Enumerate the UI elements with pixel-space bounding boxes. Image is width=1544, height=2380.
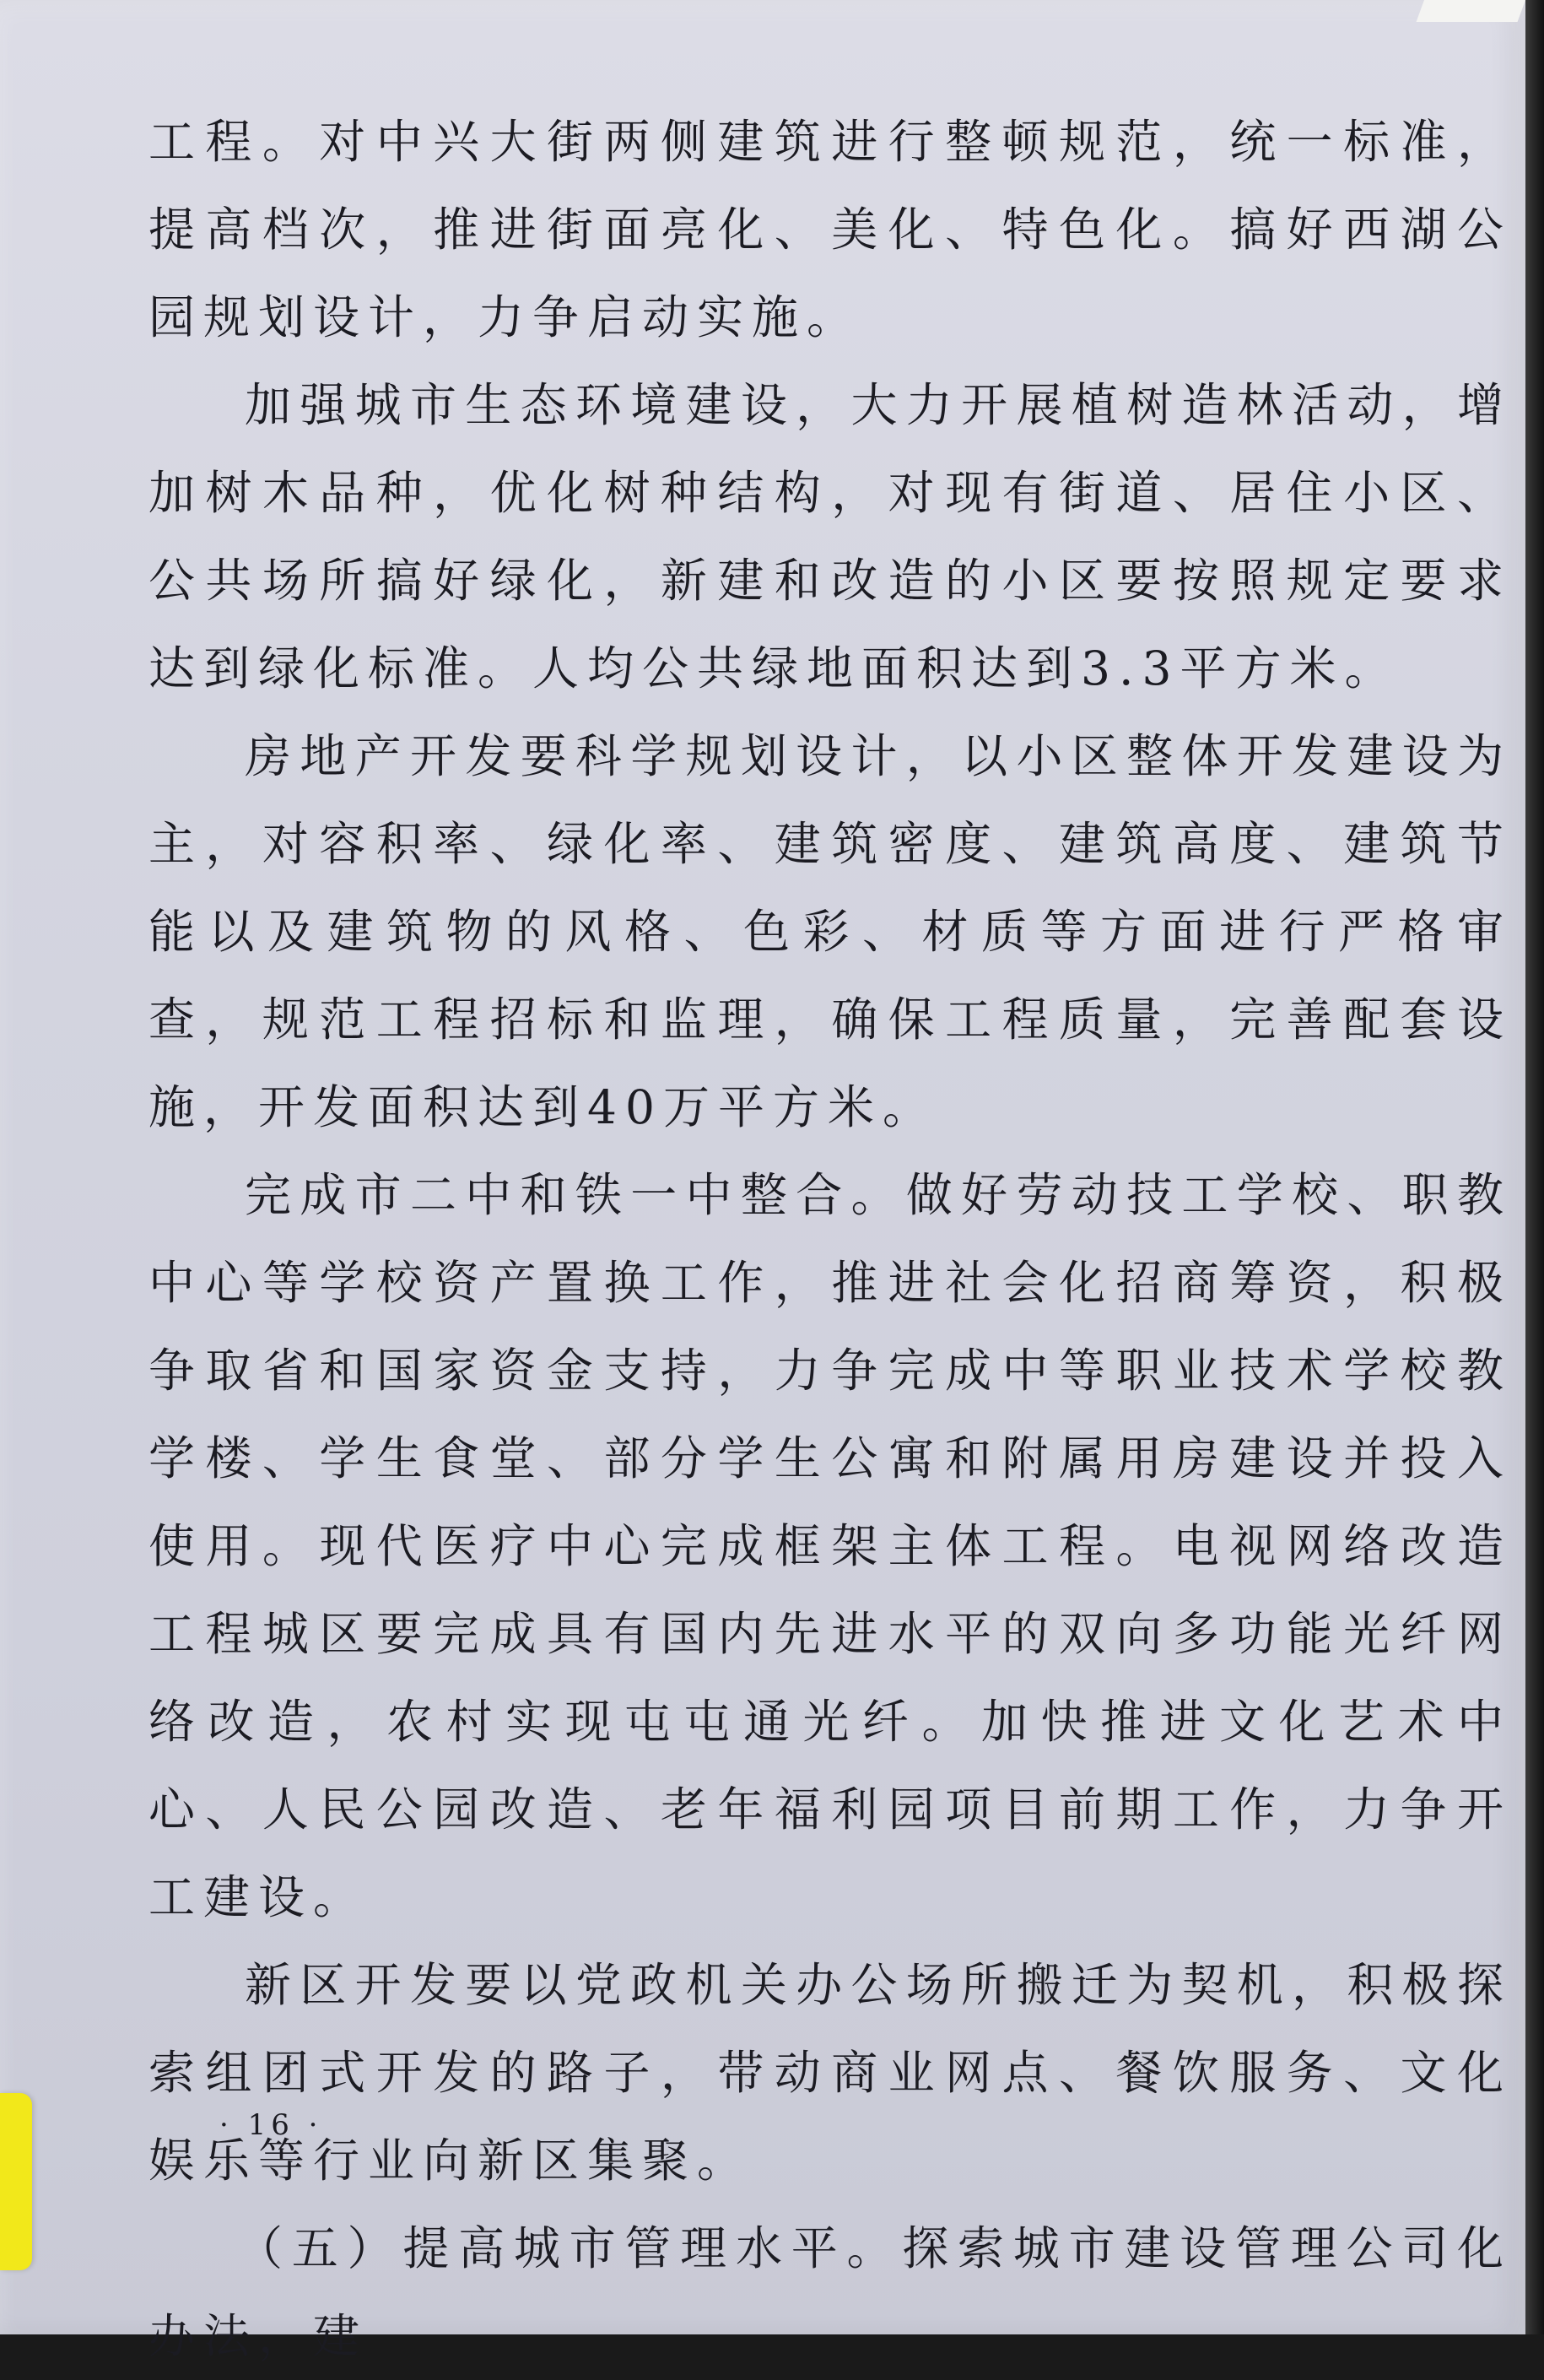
page-edge-shadow — [1525, 0, 1544, 2334]
paragraph-5: 新区开发要以党政机关办公场所搬迁为契机，积极探索组团式开发的路子，带动商业网点、餐饮服务、文化娱乐等行业向新区集聚。 — [148, 1958, 1512, 2188]
sticky-note-tab — [0, 2093, 32, 2270]
page-number: · 16 · — [219, 2108, 323, 2142]
section-heading-paragraph: （五）提高城市管理水平。探索城市建设管理公司化办法，建 — [148, 2221, 1512, 2363]
page-corner — [1417, 0, 1525, 22]
paragraph-3: 房地产开发要科学规划设计，以小区整体开发建设为主，对容积率、绿化率、建筑密度、建筑高度、建筑节能以及建筑物的风格、色彩、材质等方面进行严格审查，规范工程招标和监理，确保工程质量，完善配套设施，开发面积达到40万平方米。 — [148, 729, 1512, 1134]
paragraph-1: 工程。对中兴大街两侧建筑进行整顿规范，统一标准，提高档次，推进街面亮化、美化、特色化。搞好西湖公园规划设计，力争启动实施。 — [148, 115, 1512, 344]
paragraph-4: 完成市二中和铁一中整合。做好劳动技工学校、职教中心等学校资产置换工作，推进社会化招商筹资，积极争取省和国家资金支持，力争完成中等职业技术学校教学楼、学生食堂、部分学生公寓和附属用房建设并投入使用。现代医疗中心完成框架主体工程。电视网络改造工程城区要完成具有国内先进水平的双向多功能光纤网络改造，农村实现屯屯通光纤。加快推进文化艺术中心、人民公园改造、老年福利园项目前期工作，力争开工建设。 — [148, 1168, 1512, 1924]
paragraph-2: 加强城市生态环境建设，大力开展植树造林活动，增加树木品种，优化树种结构，对现有街道、居住小区、公共场所搞好绿化，新建和改造的小区要按照规定要求达到绿化标准。人均公共绿地面积达到3.3平方米。 — [148, 378, 1512, 695]
body-text — [148, 98, 1512, 2380]
